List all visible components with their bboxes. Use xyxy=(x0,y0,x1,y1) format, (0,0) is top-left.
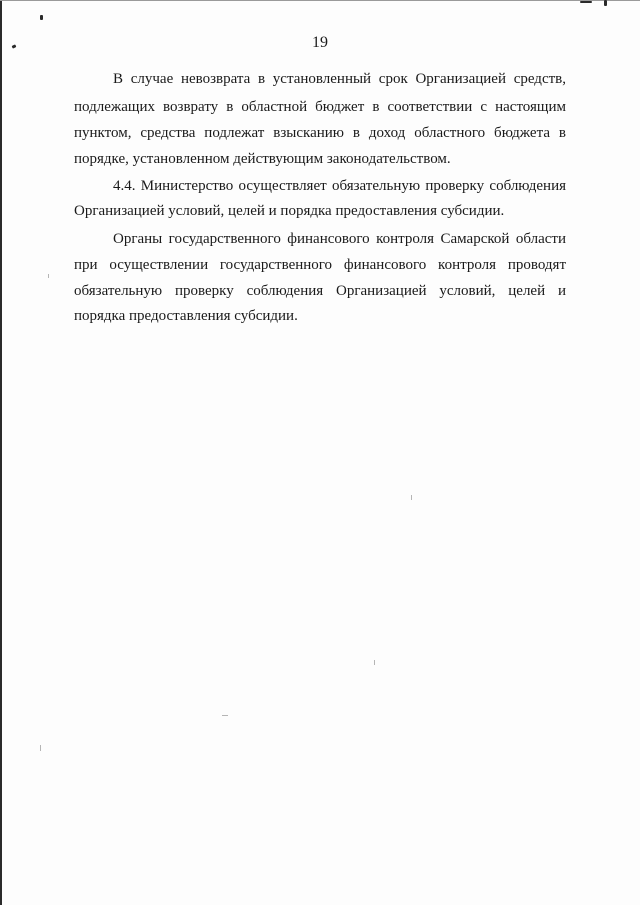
scan-mark xyxy=(580,1,592,3)
text-line: при осуществлении государственного финансового контроля проводят xyxy=(74,257,566,273)
text-line: пунктом, средства подлежат взысканию в доход областного бюджета в xyxy=(74,125,566,141)
scan-left-edge xyxy=(0,0,2,905)
scan-speck xyxy=(40,745,41,751)
scan-mark xyxy=(604,0,607,6)
scan-speck xyxy=(374,660,375,665)
scan-speck xyxy=(222,715,228,716)
text-line: Органы государственного финансового контроля Самарской области xyxy=(113,231,566,247)
scan-speck xyxy=(411,495,412,500)
text-line: Организацией условий, целей и порядка предоставления субсидии. xyxy=(74,203,505,219)
scan-mark xyxy=(40,15,43,20)
scan-top-edge xyxy=(0,0,640,1)
text-line: подлежащих возврату в областной бюджет в соответствии с настоящим xyxy=(74,99,566,115)
text-line: В случае невозврата в установленный срок Организацией средств, xyxy=(113,71,566,87)
text-line: 4.4. Министерство осуществляет обязательную проверку соблюдения xyxy=(113,178,566,194)
text-line: порядка предоставления субсидии. xyxy=(74,308,298,324)
scan-speck xyxy=(48,274,49,278)
text-line: порядке, установленном действующим законодательством. xyxy=(74,151,451,167)
page-number: 19 xyxy=(312,34,328,51)
text-line: обязательную проверку соблюдения Организацией условий, целей и xyxy=(74,283,566,299)
